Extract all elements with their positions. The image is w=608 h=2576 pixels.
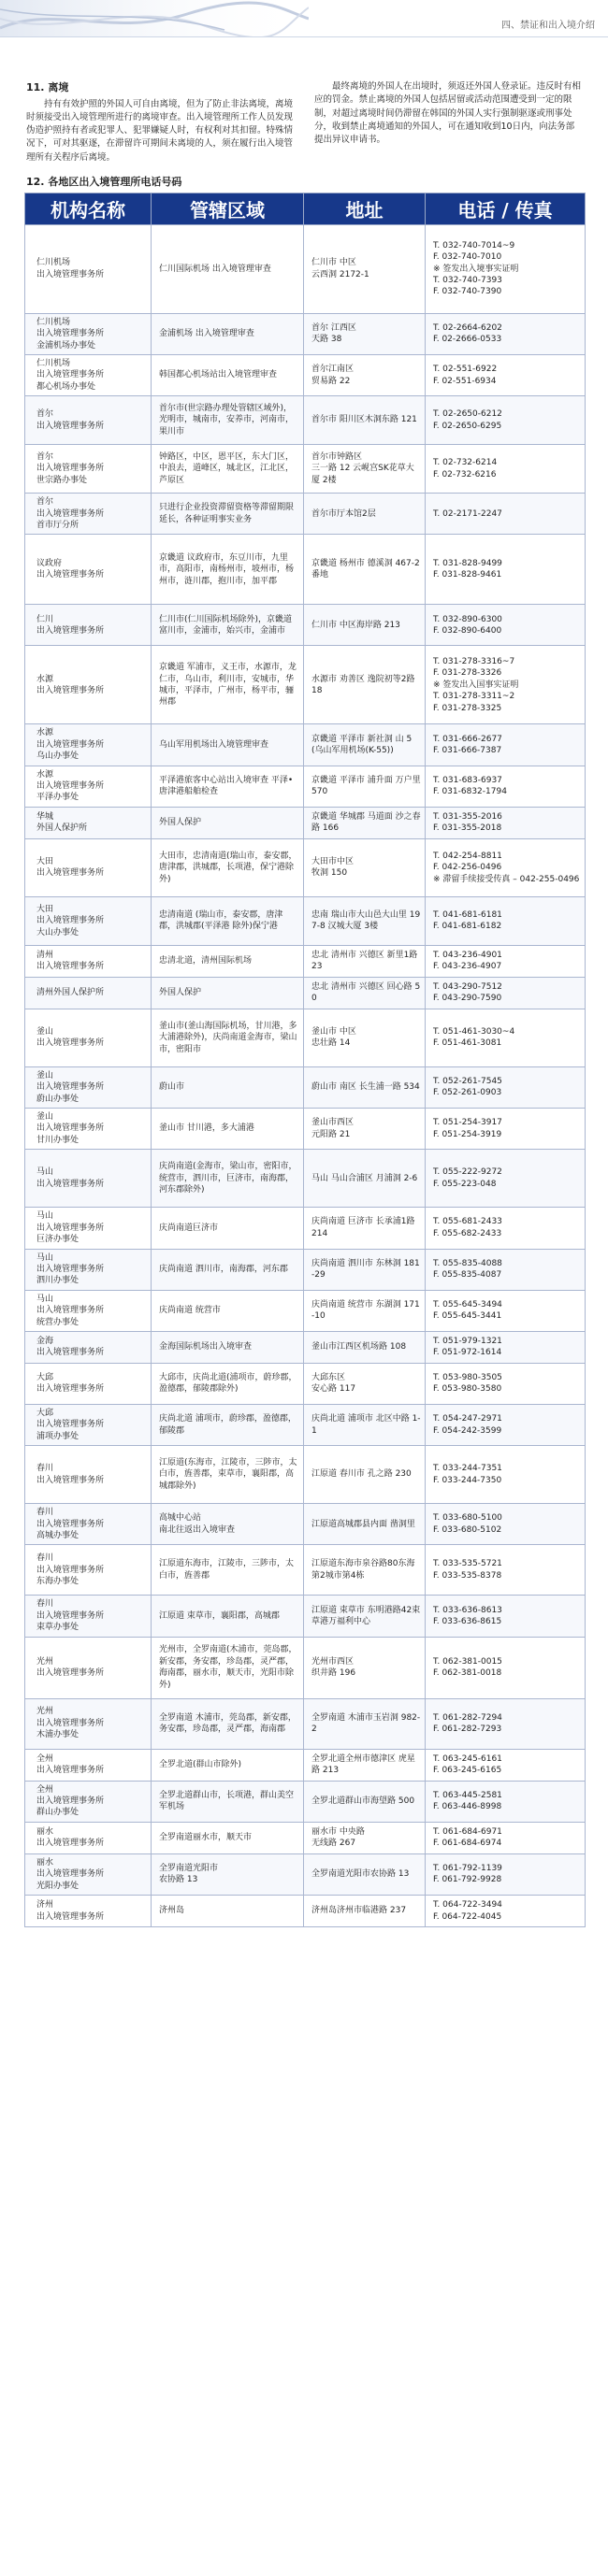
phone-cell: T. 061-282-7294 F. 061-282-7293 [426, 1698, 586, 1749]
address-cell: 江原道 束草市 东明港路42束草港万福利中心 [304, 1596, 426, 1637]
org-cell: 大邱 出入境管理事务所 浦项办事处 [25, 1404, 152, 1445]
phone-cell: T. 031-828-9499 F. 031-828-9461 [426, 535, 586, 605]
org-cell: 马山 出入境管理事务所 泗川办事处 [25, 1249, 152, 1290]
area-cell: 忠清北道，清州国际机场 [152, 945, 304, 977]
address-cell: 庆尚南道 巨济市 长承浦1路 214 [304, 1208, 426, 1249]
table-row [25, 396, 586, 445]
org-cell: 济州 出入境管理事务所 [25, 1896, 152, 1927]
table-row [25, 354, 586, 395]
header-address: 地址 [304, 193, 426, 224]
area-cell: 金海国际机场出入境审查 [152, 1331, 304, 1363]
phone-cell: T. 041-681-6181 F. 041-681-6182 [426, 896, 586, 945]
address-cell: 光州市西区 织井路 196 [304, 1637, 426, 1698]
org-cell: 清州 出入境管理事务所 [25, 945, 152, 977]
address-cell: 忠北 清州市 兴德区 回心路 50 [304, 977, 426, 1009]
area-cell: 韩国都心机场站出入境管理审查 [152, 354, 304, 395]
org-cell: 仁川机场 出入境管理事务所 金浦机场办事处 [25, 313, 152, 354]
org-cell: 大田 出入境管理事务所 [25, 838, 152, 896]
address-cell: 忠南 瑞山市大山邑大山里 197-8 汉城大厦 3楼 [304, 896, 426, 945]
table-row [25, 1896, 586, 1927]
header-org: 机构名称 [25, 193, 152, 224]
table-row [25, 1446, 586, 1504]
phone-cell: T. 062-381-0015 F. 062-381-0018 [426, 1637, 586, 1698]
org-cell: 春川 出入境管理事务所 高城办事处 [25, 1504, 152, 1545]
intro-right-column [314, 80, 582, 165]
phone-cell: T. 061-684-6971 F. 061-684-6974 [426, 1822, 586, 1853]
phone-cell: T. 063-445-2581 F. 063-446-8998 [426, 1781, 586, 1822]
area-cell: 乌山军用机场出入境管理审查 [152, 724, 304, 766]
address-cell: 大田市中区 牧洞 150 [304, 838, 426, 896]
section-number: 11. [26, 81, 45, 93]
address-cell: 京畿道 杨州市 德溪洞 467-2番地 [304, 535, 426, 605]
org-cell: 光州 出入境管理事务所 木浦办事处 [25, 1698, 152, 1749]
area-cell: 首尔市(世宗路办理处管辖区域外)，光明市，城南市，安养市，河南市，果川市 [152, 396, 304, 445]
area-cell: 仁川国际机场 出入境管理审查 [152, 224, 304, 313]
org-cell: 马山 出入境管理事务所 统营办事处 [25, 1290, 152, 1331]
area-cell: 全罗南道丽水市，顺天市 [152, 1822, 304, 1853]
table-row [25, 1249, 586, 1290]
address-cell: 釜山市江西区机场路 108 [304, 1331, 426, 1363]
area-cell: 庆尚北道 浦项市，蔚珍郡，盈德郡，郁陵郡 [152, 1404, 304, 1445]
org-cell: 水源 出入境管理事务所 乌山办事处 [25, 724, 152, 766]
address-cell: 首尔市 阳川区木洞东路 121 [304, 396, 426, 445]
address-cell: 首尔江南区 贸易路 22 [304, 354, 426, 395]
area-cell: 外国人保护 [152, 977, 304, 1009]
table-row [25, 535, 586, 605]
table-row [25, 1781, 586, 1822]
table-row [25, 1363, 586, 1404]
phone-cell: T. 042-254-8811 F. 042-256-0496 ※ 滞留手续接受传真 – 042-255-0496 [426, 838, 586, 896]
address-cell: 京畿道 华城郡 马道面 沙之春路 166 [304, 807, 426, 838]
org-cell: 全州 出入境管理事务所 群山办事处 [25, 1781, 152, 1822]
header-phone: 电话 / 传真 [426, 193, 586, 224]
address-cell: 釜山市西区 元阳路 21 [304, 1109, 426, 1150]
table-row [25, 1504, 586, 1545]
address-cell: 全罗南道 木浦市玉岩洞 982-2 [304, 1698, 426, 1749]
header-area: 管辖区域 [152, 193, 304, 224]
address-cell: 全罗北道全州市德津区 虎星路 213 [304, 1749, 426, 1781]
table-row [25, 977, 586, 1009]
phone-cell: T. 052-261-7545 F. 052-261-0903 [426, 1066, 586, 1108]
org-cell: 大田 出入境管理事务所 大山办事处 [25, 896, 152, 945]
area-cell: 大邱市，庆尚北道(浦项市，蔚珍郡，盈德郡，郁陵郡除外) [152, 1363, 304, 1404]
table-row [25, 646, 586, 724]
table-row [25, 896, 586, 945]
address-cell: 全罗北道群山市海望路 500 [304, 1781, 426, 1822]
table-row [25, 494, 586, 535]
org-cell: 春川 出入境管理事务所 [25, 1446, 152, 1504]
area-cell: 庆尚南道巨济市 [152, 1208, 304, 1249]
org-cell: 釜山 出入境管理事务所 甘川办事处 [25, 1109, 152, 1150]
area-cell: 全罗北道(群山市除外) [152, 1749, 304, 1781]
org-cell: 丽水 出入境管理事务所 [25, 1822, 152, 1853]
area-cell: 蔚山市 [152, 1066, 304, 1108]
table-row [25, 724, 586, 766]
address-cell: 庆尚南道 泗川市 东林洞 181-29 [304, 1249, 426, 1290]
intro-left-column [26, 80, 294, 165]
org-cell: 清州外国人保护所 [25, 977, 152, 1009]
table-row [25, 1596, 586, 1637]
area-cell: 江原道 束草市，襄阳郡，高城郡 [152, 1596, 304, 1637]
org-cell: 水源 出入境管理事务所 [25, 646, 152, 724]
area-cell: 全罗南道 木浦市，莞岛郡，新安郡，务安郡，珍岛郡，灵严郡，海南郡 [152, 1698, 304, 1749]
table-row [25, 313, 586, 354]
table-row [25, 1749, 586, 1781]
intro-section [0, 37, 608, 165]
address-cell: 全罗南道光阳市农协路 13 [304, 1853, 426, 1895]
area-cell: 平泽港旅客中心站出入境审查 平泽•唐津港船舶检查 [152, 766, 304, 807]
org-cell: 水源 出入境管理事务所 平泽办事处 [25, 766, 152, 807]
area-cell: 江原道东海市，江陵市，三陟市，太白市，旌善郡 [152, 1545, 304, 1596]
address-cell: 釜山市 中区 忠壮路 14 [304, 1009, 426, 1066]
table-row [25, 1545, 586, 1596]
address-cell: 首尔 江西区 天路 38 [304, 313, 426, 354]
phone-cell: T. 031-666-2677 F. 031-666-7387 [426, 724, 586, 766]
area-cell: 江原道(东海市，江陵市，三陟市，太白市，旌善郡，束草市，襄阳郡，高城郡除外) [152, 1446, 304, 1504]
section-heading: 离境 [48, 81, 69, 93]
phone-cell: T. 032-740-7014~9 F. 032-740-7010 ※ 签发出入境事实证明 T. 032-740-7393 F. 032-740-7390 [426, 224, 586, 313]
phone-cell: T. 033-636-8613 F. 033-636-8615 [426, 1596, 586, 1637]
table-row [25, 838, 586, 896]
decorative-swirl [0, 0, 309, 37]
table-row [25, 1853, 586, 1895]
table-row [25, 1109, 586, 1150]
area-cell: 高城中心站 南北往返出入境审查 [152, 1504, 304, 1545]
phone-cell: T. 02-551-6922 F. 02-551-6934 [426, 354, 586, 395]
address-cell: 马山 马山合浦区 月浦洞 2-6 [304, 1150, 426, 1208]
area-cell: 济州岛 [152, 1896, 304, 1927]
phone-cell: T. 02-2171-2247 [426, 494, 586, 535]
address-cell: 江原道 春川市 孔之路 230 [304, 1446, 426, 1504]
org-cell: 议政府 出入境管理事务所 [25, 535, 152, 605]
intro-left-text: 持有有效护照的外国人可自由离境，但为了防止非法离境，离境时须接受出入境管理所进行的离境审查。出入境管理所工作人员发现伪造护照持有者或犯罪人、犯罪嫌疑人时，有权利对其扣留。特殊情况下，可对其驱逐，在滞留许可期间未离境的人，须在履行出入境管理所有关程序后离境。 [26, 98, 294, 163]
page-header [0, 0, 608, 37]
phone-cell: T. 055-835-4088 F. 055-835-4087 [426, 1249, 586, 1290]
table-row [25, 1290, 586, 1331]
phone-cell: T. 02-2664-6202 F. 02-2666-0533 [426, 313, 586, 354]
address-cell: 京畿道 平泽市 浦升面 万户里 570 [304, 766, 426, 807]
org-cell: 仁川机场 出入境管理事务所 都心机场办事处 [25, 354, 152, 395]
area-cell: 全罗北道群山市，长项港，群山美空军机场 [152, 1781, 304, 1822]
org-cell: 金海 出入境管理事务所 [25, 1331, 152, 1363]
table-row [25, 1637, 586, 1698]
phone-cell: T. 051-979-1321 F. 051-972-1614 [426, 1331, 586, 1363]
area-cell: 外国人保护 [152, 807, 304, 838]
phone-cell: T. 061-792-1139 F. 061-792-9928 [426, 1853, 586, 1895]
table-header-row [25, 193, 586, 224]
area-cell: 庆尚南道 统营市 [152, 1290, 304, 1331]
phone-cell: T. 02-732-6214 F. 02-732-6216 [426, 445, 586, 494]
address-cell: 江原道东海市泉谷路80东海第2城市第4栋 [304, 1545, 426, 1596]
phone-cell: T. 033-535-5721 F. 033-535-8378 [426, 1545, 586, 1596]
area-cell: 仁川市(仁川国际机场除外)，京畿道 富川市，金浦市，始兴市，金浦市 [152, 605, 304, 646]
area-cell: 京畿道 议政府市，东豆川市，九里市，高阳市，南杨州市，坡州市，杨州市，涟川郡，抱川市，加平郡 [152, 535, 304, 605]
address-cell: 忠北 清州市 兴德区 新里1路 23 [304, 945, 426, 977]
phone-cell: T. 055-681-2433 F. 055-682-2433 [426, 1208, 586, 1249]
table-row [25, 605, 586, 646]
area-cell: 忠清南道 (瑞山市，泰安郡，唐津郡，洪城郡(平泽港 除外)保宁港 [152, 896, 304, 945]
area-cell: 全罗南道光阳市 农协路 13 [152, 1853, 304, 1895]
org-cell: 光州 出入境管理事务所 [25, 1637, 152, 1698]
table-row [25, 445, 586, 494]
table-row [25, 224, 586, 313]
phone-cell: T. 02-2650-6212 F. 02-2650-6295 [426, 396, 586, 445]
org-cell: 丽水 出入境管理事务所 光阳办事处 [25, 1853, 152, 1895]
phone-cell: T. 055-645-3494 F. 055-645-3441 [426, 1290, 586, 1331]
area-cell: 京畿道 军浦市，义王市，水源市，龙仁市，乌山市，利川市，安城市，华城市，平泽市，广州市，杨平市，骊州郡 [152, 646, 304, 724]
phone-cell: T. 031-683-6937 F. 031-6832-1794 [426, 766, 586, 807]
phone-cell: T. 051-254-3917 F. 051-254-3919 [426, 1109, 586, 1150]
table-row [25, 1331, 586, 1363]
address-cell: 仁川市 中区 云西洞 2172-1 [304, 224, 426, 313]
area-cell: 釜山市(釜山海国际机场，甘川港，多大浦港除外)，庆尚南道金海市，梁山市，密阳市 [152, 1009, 304, 1066]
org-cell: 首尔 出入境管理事务所 [25, 396, 152, 445]
address-cell: 庆尚北道 浦项市 北区中路 1-1 [304, 1404, 426, 1445]
org-cell: 釜山 出入境管理事务所 蔚山办事处 [25, 1066, 152, 1108]
org-cell: 大邱 出入境管理事务所 [25, 1363, 152, 1404]
org-cell: 马山 出入境管理事务所 巨济办事处 [25, 1208, 152, 1249]
table-row [25, 1066, 586, 1108]
phone-cell: T. 032-890-6300 F. 032-890-6400 [426, 605, 586, 646]
table-title: 12. 各地区出入境管理所电话号码 [26, 175, 182, 188]
phone-cell: T. 054-247-2971 F. 054-242-3599 [426, 1404, 586, 1445]
table-row [25, 1404, 586, 1445]
area-cell: 大田市，忠清南道(瑞山市，泰安郡，唐津郡，洪城郡，长项港，保宁港除外) [152, 838, 304, 896]
address-cell: 首尔市钟路区 三一路 12 云岘宫SK花草大厦 2楼 [304, 445, 426, 494]
phone-cell: T. 031-355-2016 F. 031-355-2018 [426, 807, 586, 838]
address-cell: 丽水市 中央路 无线路 267 [304, 1822, 426, 1853]
section-title [26, 80, 294, 96]
area-cell: 只进行企业投资滞留资格等滞留期限延长，各种证明事实业务 [152, 494, 304, 535]
org-cell: 春川 出入境管理事务所 东海办事处 [25, 1545, 152, 1596]
address-cell: 蔚山市 南区 长生浦一路 534 [304, 1066, 426, 1108]
table-row [25, 1698, 586, 1749]
org-cell: 全州 出入境管理事务所 [25, 1749, 152, 1781]
org-cell: 首尔 出入境管理事务所 世宗路办事处 [25, 445, 152, 494]
phone-cell: T. 051-461-3030~4 F. 051-461-3081 [426, 1009, 586, 1066]
address-cell: 庆尚南道 统营市 东湖洞 171-10 [304, 1290, 426, 1331]
phone-cell: T. 064-722-3494 F. 064-722-4045 [426, 1896, 586, 1927]
area-cell: 光州市，全罗南道(木浦市，莞岛郡，新安郡，务安郡，珍岛郡，灵严郡，海南郡，丽水市，顺天市，光阳市除外) [152, 1637, 304, 1698]
table-row [25, 807, 586, 838]
phone-cell: T. 043-236-4901 F. 043-236-4907 [426, 945, 586, 977]
area-cell: 庆尚南道(金海市，梁山市，密阳市，统营市，泗川市，巨济市，南海郡，河东郡除外) [152, 1150, 304, 1208]
area-cell: 钟路区，中区，恩平区，东大门区，中浪去，道峰区，城北区，江北区，芦原区 [152, 445, 304, 494]
area-cell: 庆尚南道 泗川市，南海郡，河东郡 [152, 1249, 304, 1290]
org-cell: 马山 出入境管理事务所 [25, 1150, 152, 1208]
table-body [25, 224, 586, 1926]
address-cell: 京畿道 平泽市 新社洞 山 5 (乌山军用机场(K-55)) [304, 724, 426, 766]
org-cell: 首尔 出入境管理事务所 首市厅分所 [25, 494, 152, 535]
intro-right-text: 最终离境的外国人在出境时，须返还外国人登录证。违反时有相应的罚金。禁止离境的外国人包括居留或活动范围遭受到一定的限制，对超过离境时间仍滞留在韩国的外国人实行强制驱逐或刑事处分，收到禁止离境通知的外国人，可在通知收到10日内，向法务部提出异议申请书。 [314, 81, 582, 145]
address-cell: 大邱东区 安心路 117 [304, 1363, 426, 1404]
phone-cell: T. 053-980-3505 F. 053-980-3580 [426, 1363, 586, 1404]
address-cell: 水源市 劝善区 逸院初等2路 18 [304, 646, 426, 724]
address-cell: 江原道高城郡县内面 凿洞里 [304, 1504, 426, 1545]
phone-cell: T. 043-290-7512 F. 043-290-7590 [426, 977, 586, 1009]
address-cell: 首尔市厅本馆2层 [304, 494, 426, 535]
org-cell: 仁川 出入境管理事务所 [25, 605, 152, 646]
chapter-title: 四、禁证和出入境介绍 [501, 21, 595, 31]
phone-cell: T. 031-278-3316~7 F. 031-278-3326 ※ 签发出入国事实证明 T. 031-278-3311~2 F. 031-278-3325 [426, 646, 586, 724]
phone-cell: T. 033-244-7351 F. 033-244-7350 [426, 1446, 586, 1504]
area-cell: 釜山市 甘川港，多大浦港 [152, 1109, 304, 1150]
phone-cell: T. 055-222-9272 F. 055-223-048 [426, 1150, 586, 1208]
org-cell: 釜山 出入境管理事务所 [25, 1009, 152, 1066]
table-row [25, 1150, 586, 1208]
immigration-office-table [24, 193, 586, 1927]
table-row [25, 766, 586, 807]
area-cell: 金浦机场 出入境管理审查 [152, 313, 304, 354]
org-cell: 春川 出入境管理事务所 束草办事处 [25, 1596, 152, 1637]
table-row [25, 1009, 586, 1066]
table-row [25, 945, 586, 977]
table-row [25, 1208, 586, 1249]
table-row [25, 1822, 586, 1853]
phone-cell: T. 063-245-6161 F. 063-245-6165 [426, 1749, 586, 1781]
address-cell: 仁川市 中区海岸路 213 [304, 605, 426, 646]
address-cell: 济州岛济州市临港路 237 [304, 1896, 426, 1927]
phone-cell: T. 033-680-5100 F. 033-680-5102 [426, 1504, 586, 1545]
org-cell: 仁川机场 出入境管理事务所 [25, 224, 152, 313]
org-cell: 华城 外国人保护所 [25, 807, 152, 838]
